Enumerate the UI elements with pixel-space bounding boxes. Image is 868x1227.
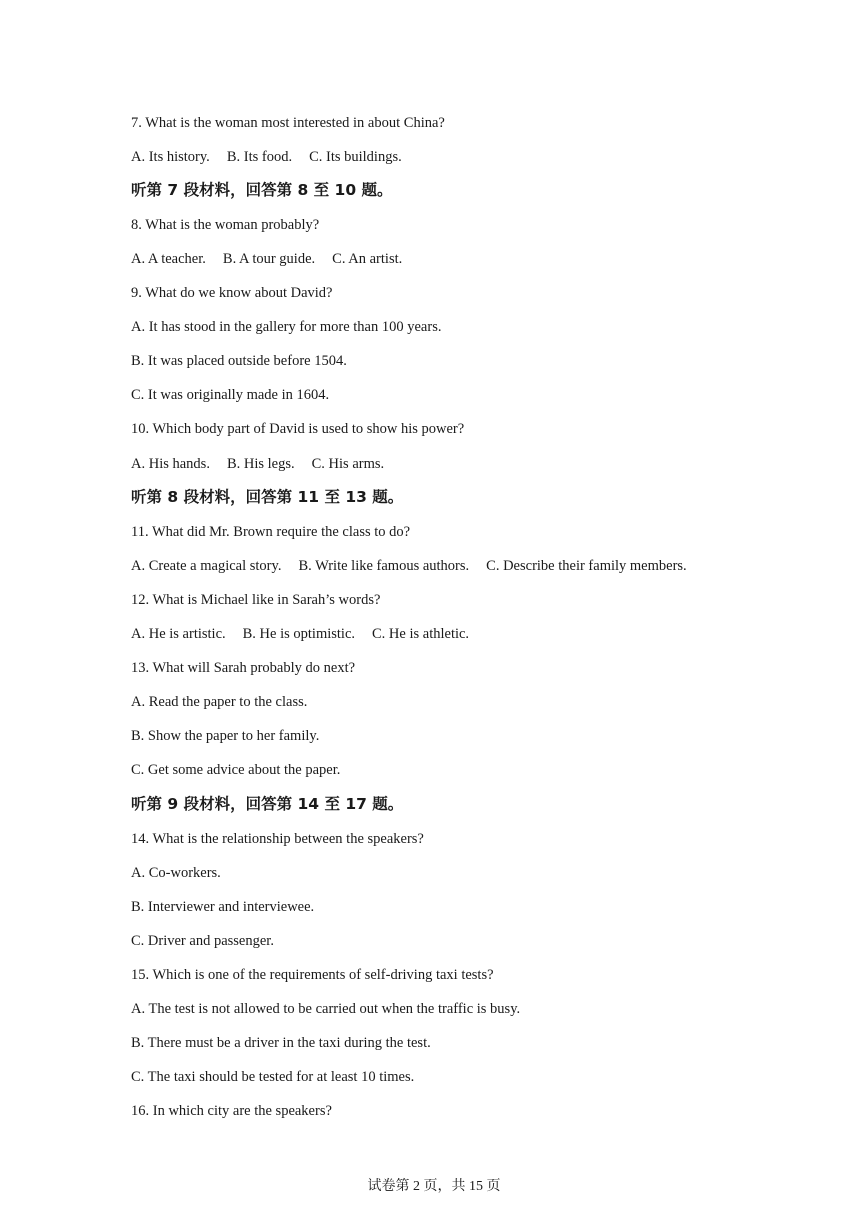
question-7-options: [131, 148, 402, 166]
option-b: B. He is optimistic.: [242, 626, 356, 642]
question-9-option-c: C. It was originally made in 1604.: [131, 387, 330, 403]
question-9: 9. What do we know about David?: [131, 285, 333, 301]
option-b: B. Write like famous authors.: [298, 558, 470, 574]
option-c: C. He is athletic.: [372, 626, 470, 642]
question-9-option-a: A. It has stood in the gallery for more than 100 years.: [131, 319, 442, 335]
question-8: 8. What is the woman probably?: [131, 217, 320, 233]
option-a: A. His hands.: [131, 456, 210, 472]
question-14-option-c: C. Driver and passenger.: [131, 933, 274, 949]
section-heading-8: 听第 8 段材料，回答第 11 至 13 题。: [131, 488, 404, 506]
question-13-option-a: A. Read the paper to the class.: [131, 694, 308, 710]
option-a: A. A teacher.: [131, 251, 206, 267]
question-12: 12. What is Michael like in Sarah’s words?: [131, 592, 381, 608]
question-10: 10. Which body part of David is used to show his power?: [131, 421, 465, 437]
question-13-option-b: B. Show the paper to her family.: [131, 728, 320, 744]
question-15-option-b: B. There must be a driver in the taxi during the test.: [131, 1035, 431, 1051]
question-8-options: [131, 250, 402, 268]
option-a: A. Its history.: [131, 149, 210, 165]
question-7: 7. What is the woman most interested in about China?: [131, 115, 445, 131]
section-heading-9: 听第 9 段材料，回答第 14 至 17 题。: [131, 795, 404, 813]
question-10-options: [131, 455, 384, 473]
option-c: C. Describe their family members.: [486, 558, 687, 574]
option-c: C. His arms.: [311, 456, 385, 472]
option-c: C. Its buildings.: [309, 149, 402, 165]
page-footer: 试卷第 2 页，共 15 页: [367, 1179, 501, 1194]
question-9-option-b: B. It was placed outside before 1504.: [131, 353, 347, 369]
question-11-options: [131, 557, 687, 575]
question-11: 11. What did Mr. Brown require the class to do?: [131, 524, 411, 540]
option-b: B. Its food.: [226, 149, 293, 165]
question-15: 15. Which is one of the requirements of self-driving taxi tests?: [131, 967, 494, 983]
section-heading-7: 听第 7 段材料，回答第 8 至 10 题。: [131, 181, 393, 199]
question-14-option-a: A. Co-workers.: [131, 865, 221, 881]
question-16: 16. In which city are the speakers?: [131, 1103, 332, 1119]
question-15-option-c: C. The taxi should be tested for at least 10 times.: [131, 1069, 415, 1085]
option-b: B. A tour guide.: [222, 251, 316, 267]
option-a: A. Create a magical story.: [131, 558, 282, 574]
question-12-options: [131, 625, 469, 643]
question-14-option-b: B. Interviewer and interviewee.: [131, 899, 315, 915]
question-13: 13. What will Sarah probably do next?: [131, 660, 356, 676]
question-15-option-a: A. The test is not allowed to be carried out when the traffic is busy.: [131, 1001, 521, 1017]
option-c: C. An artist.: [332, 251, 403, 267]
option-a: A. He is artistic.: [131, 626, 226, 642]
question-14: 14. What is the relationship between the speakers?: [131, 831, 424, 847]
question-13-option-c: C. Get some advice about the paper.: [131, 762, 341, 778]
option-b: B. His legs.: [226, 456, 295, 472]
